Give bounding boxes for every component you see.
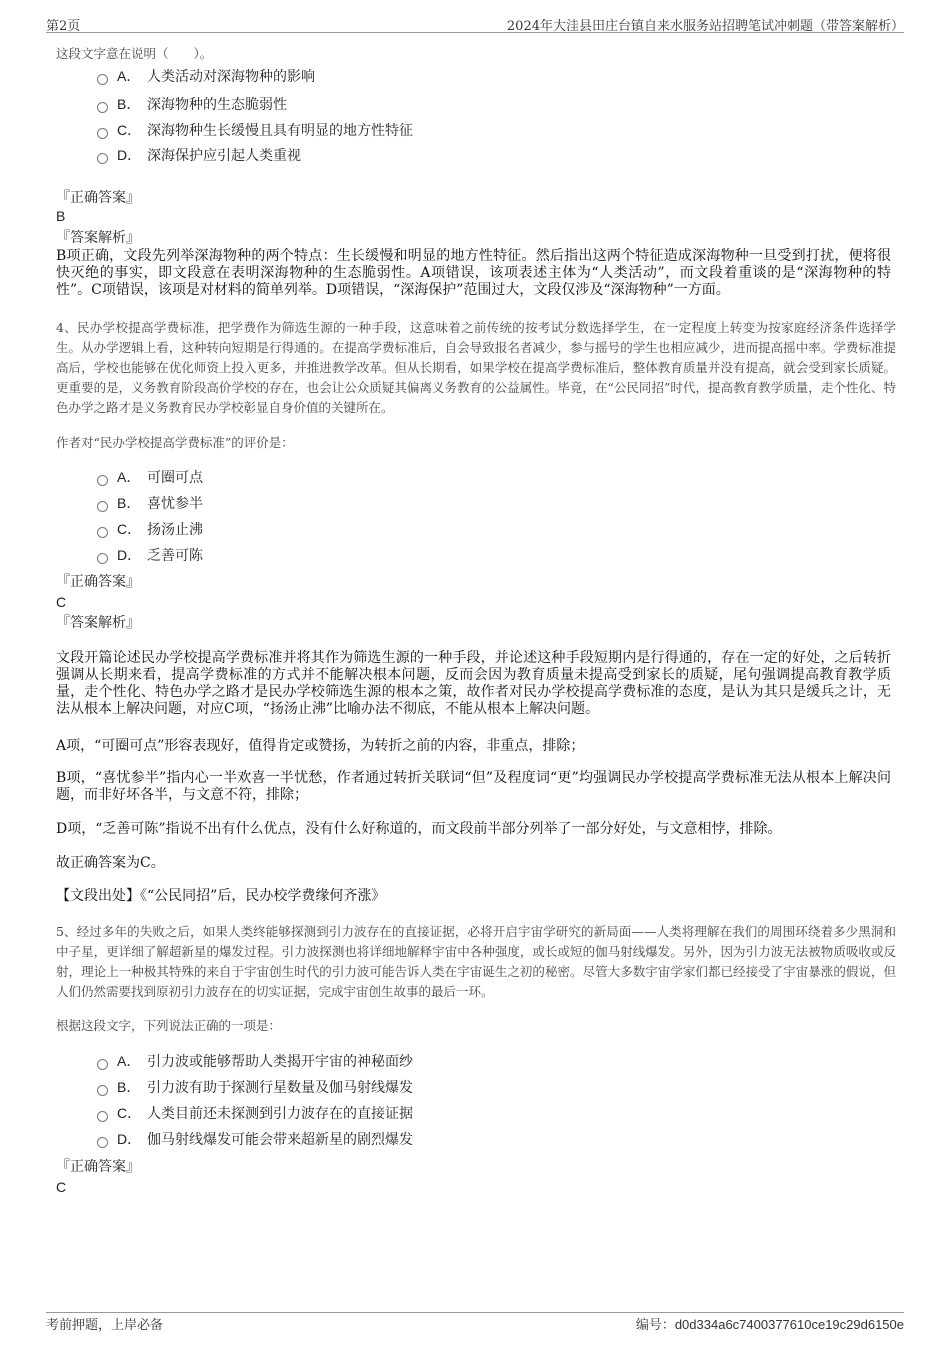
radio-icon[interactable] xyxy=(97,475,108,486)
code-label: 编号： xyxy=(635,1318,675,1333)
q5-passage: 5、经过多年的失败之后，如果人类终能够探测到引力波存在的直接证据，必将开启宇宙学研究的新局面——人类将理解在我们的周围环绕着多少黑洞和中子星，更详细了解超新星的爆发过程。引力波探测也将详细地解释宇宙中各种强度，或长或短的伽马射线爆发。另外，因为引力波无法被物质吸收或反射，理论上一种极其特殊的来自于宇宙创生时代的引力波可能告诉人类在宇宙诞生之初的秘密。尽管大多数宇宙学家们都已经接受了宇宙暴涨的假说，但人们仍然需要找到原初引力波存在的切实证据，完成宇宙创生故事的最后一环。 xyxy=(56,924,896,999)
radio-icon[interactable] xyxy=(97,553,108,564)
q3-answer-label: 『正确答案』 xyxy=(56,190,140,206)
document-title: 2024年大洼县田庄台镇自来水服务站招聘笔试冲刺题（带答案解析） xyxy=(506,19,904,34)
q5-answer: C xyxy=(56,1179,67,1195)
q4-question: 作者对“民办学校提高学费标准”的评价是： xyxy=(56,435,294,450)
q5-option-a[interactable]: A． 引力波或能够帮助人类揭开宇宙的神秘面纱 xyxy=(97,1050,413,1072)
q3-analysis: B项正确，文段先列举深海物种的两个特点：生长缓慢和明显的地方性特征。然后指出这两个特征造成深海物种一旦受到打扰，便将很快灭绝的事实，即文段意在表明深海物种的生态脆弱性。A项错误，该项表述主体为“人类活动”，而文段着重谈的是“深海物种的特性”。C项错误，该项是对材料的简单列举。D项错误，“深海保护”范围过大，文段仅涉及“深海物种”一方面。 xyxy=(56,248,891,298)
q5-answer-label: 『正确答案』 xyxy=(56,1159,140,1175)
q3-option-b[interactable]: B． 深海物种的生态脆弱性 xyxy=(97,93,287,115)
q3-option-c[interactable]: C． 深海物种生长缓慢且具有明显的地方性特征 xyxy=(97,119,413,141)
radio-icon[interactable] xyxy=(97,1059,108,1070)
radio-icon[interactable] xyxy=(97,1085,108,1096)
radio-icon[interactable] xyxy=(97,102,108,113)
radio-icon[interactable] xyxy=(97,128,108,139)
q4-analysis-label: 『答案解析』 xyxy=(56,615,140,631)
q4-answer-label: 『正确答案』 xyxy=(56,574,140,590)
q3-answer: B xyxy=(56,208,66,224)
radio-icon[interactable] xyxy=(97,527,108,538)
page-number: 第2页 xyxy=(46,19,81,34)
q4-analysis-a: A项，“可圈可点”形容表现好，值得肯定或赞扬，为转折之前的内容，非重点，排除； xyxy=(56,738,585,754)
q5-option-d[interactable]: D． 伽马射线爆发可能会带来超新星的剧烈爆发 xyxy=(97,1128,413,1150)
q4-analysis-main: 文段开篇论述民办学校提高学费标准并将其作为筛选生源的一种手段，并论述这种手段短期内是行得通的，存在一定的好处，之后转折强调从长期来看，提高学费标准的方式并不能解决根本问题，反而会因为教育质量未提高受到家长的质疑，尾句强调提高教育教学质量，走个性化、特色办学之路才是民办学校筛选生源的根本之策，故作者对民办学校提高学费标准的态度，是认为其只是缓兵之计，无法从根本上解决问题，对应C项，“扬汤止沸”比喻办法不彻底，不能从根本上解决问题。 xyxy=(56,650,891,717)
header-divider xyxy=(46,32,904,33)
code-value: d0d334a6c7400377610ce19c29d6150e xyxy=(674,1317,904,1332)
q4-source: 【文段出处】《“公民同招”后，民办校学费缘何齐涨》 xyxy=(56,888,386,904)
q5-question: 根据这段文字，下列说法正确的一项是： xyxy=(56,1018,282,1033)
q4-analysis-d: D项，“乏善可陈”指说不出有什么优点，没有什么好称道的，而文段前半部分列举了一部分好处，与文意相悖，排除。 xyxy=(56,821,782,837)
footer-slogan: 考前押题，上岸必备 xyxy=(46,1318,164,1333)
document-code xyxy=(636,1314,904,1333)
q5-option-b[interactable]: B． 引力波有助于探测行星数量及伽马射线爆发 xyxy=(97,1076,413,1098)
page-header xyxy=(46,12,904,32)
radio-icon[interactable] xyxy=(97,1137,108,1148)
q4-option-a[interactable]: A． 可圈可点 xyxy=(97,466,203,488)
radio-icon[interactable] xyxy=(97,1111,108,1122)
q4-analysis-b: B项，“喜忧参半”指内心一半欢喜一半忧愁，作者通过转折关联词“但”及程度词“更”均强调民办学校提高学费标准无法从根本上解决问题，而非好坏各半，与文意不符，排除； xyxy=(56,770,891,803)
q4-passage: 4、民办学校提高学费标准，把学费作为筛选生源的一种手段，这意味着之前传统的按考试分数选择学生，在一定程度上转变为按家庭经济条件选择学生。从办学逻辑上看，这种转向短期是行得通的。在提高学费标准后，自会导致报名者减少，参与摇号的学生也相应减少，进而提高摇中率。学费标准提高后，学校也能够在优化师资上投入更多，并推进教学改革。但从长期看，如果学校在提高学费标准后，整体教育质量并没有提高，就会受到家长质疑。更重要的是，义务教育阶段高价学校的存在，也会让公众质疑其偏离义务教育的公益属性。毕竟，在“公民同招”时代，提高教育教学质量，走个性化、特色办学之路才是义务教育民办学校彰显自身价值的关键所在。 xyxy=(56,320,896,415)
footer-divider xyxy=(46,1312,904,1313)
q3-analysis-label: 『答案解析』 xyxy=(56,230,140,246)
q3-option-d[interactable]: D． 深海保护应引起人类重视 xyxy=(97,144,301,166)
q5-option-c[interactable]: C． 人类目前还未探测到引力波存在的直接证据 xyxy=(97,1102,413,1124)
radio-icon[interactable] xyxy=(97,501,108,512)
q4-option-b[interactable]: B． 喜忧参半 xyxy=(97,492,203,514)
radio-icon[interactable] xyxy=(97,74,108,85)
q3-option-a[interactable]: A． 人类活动对深海物种的影响 xyxy=(97,65,315,87)
q3-stem-tail: 这段文字意在说明（ ）。 xyxy=(56,46,213,61)
radio-icon[interactable] xyxy=(97,153,108,164)
q4-option-d[interactable]: D． 乏善可陈 xyxy=(97,544,203,566)
q4-option-c[interactable]: C． 扬汤止沸 xyxy=(97,518,203,540)
q4-analysis-conclusion: 故正确答案为C。 xyxy=(56,855,165,871)
q4-answer: C xyxy=(56,594,67,610)
